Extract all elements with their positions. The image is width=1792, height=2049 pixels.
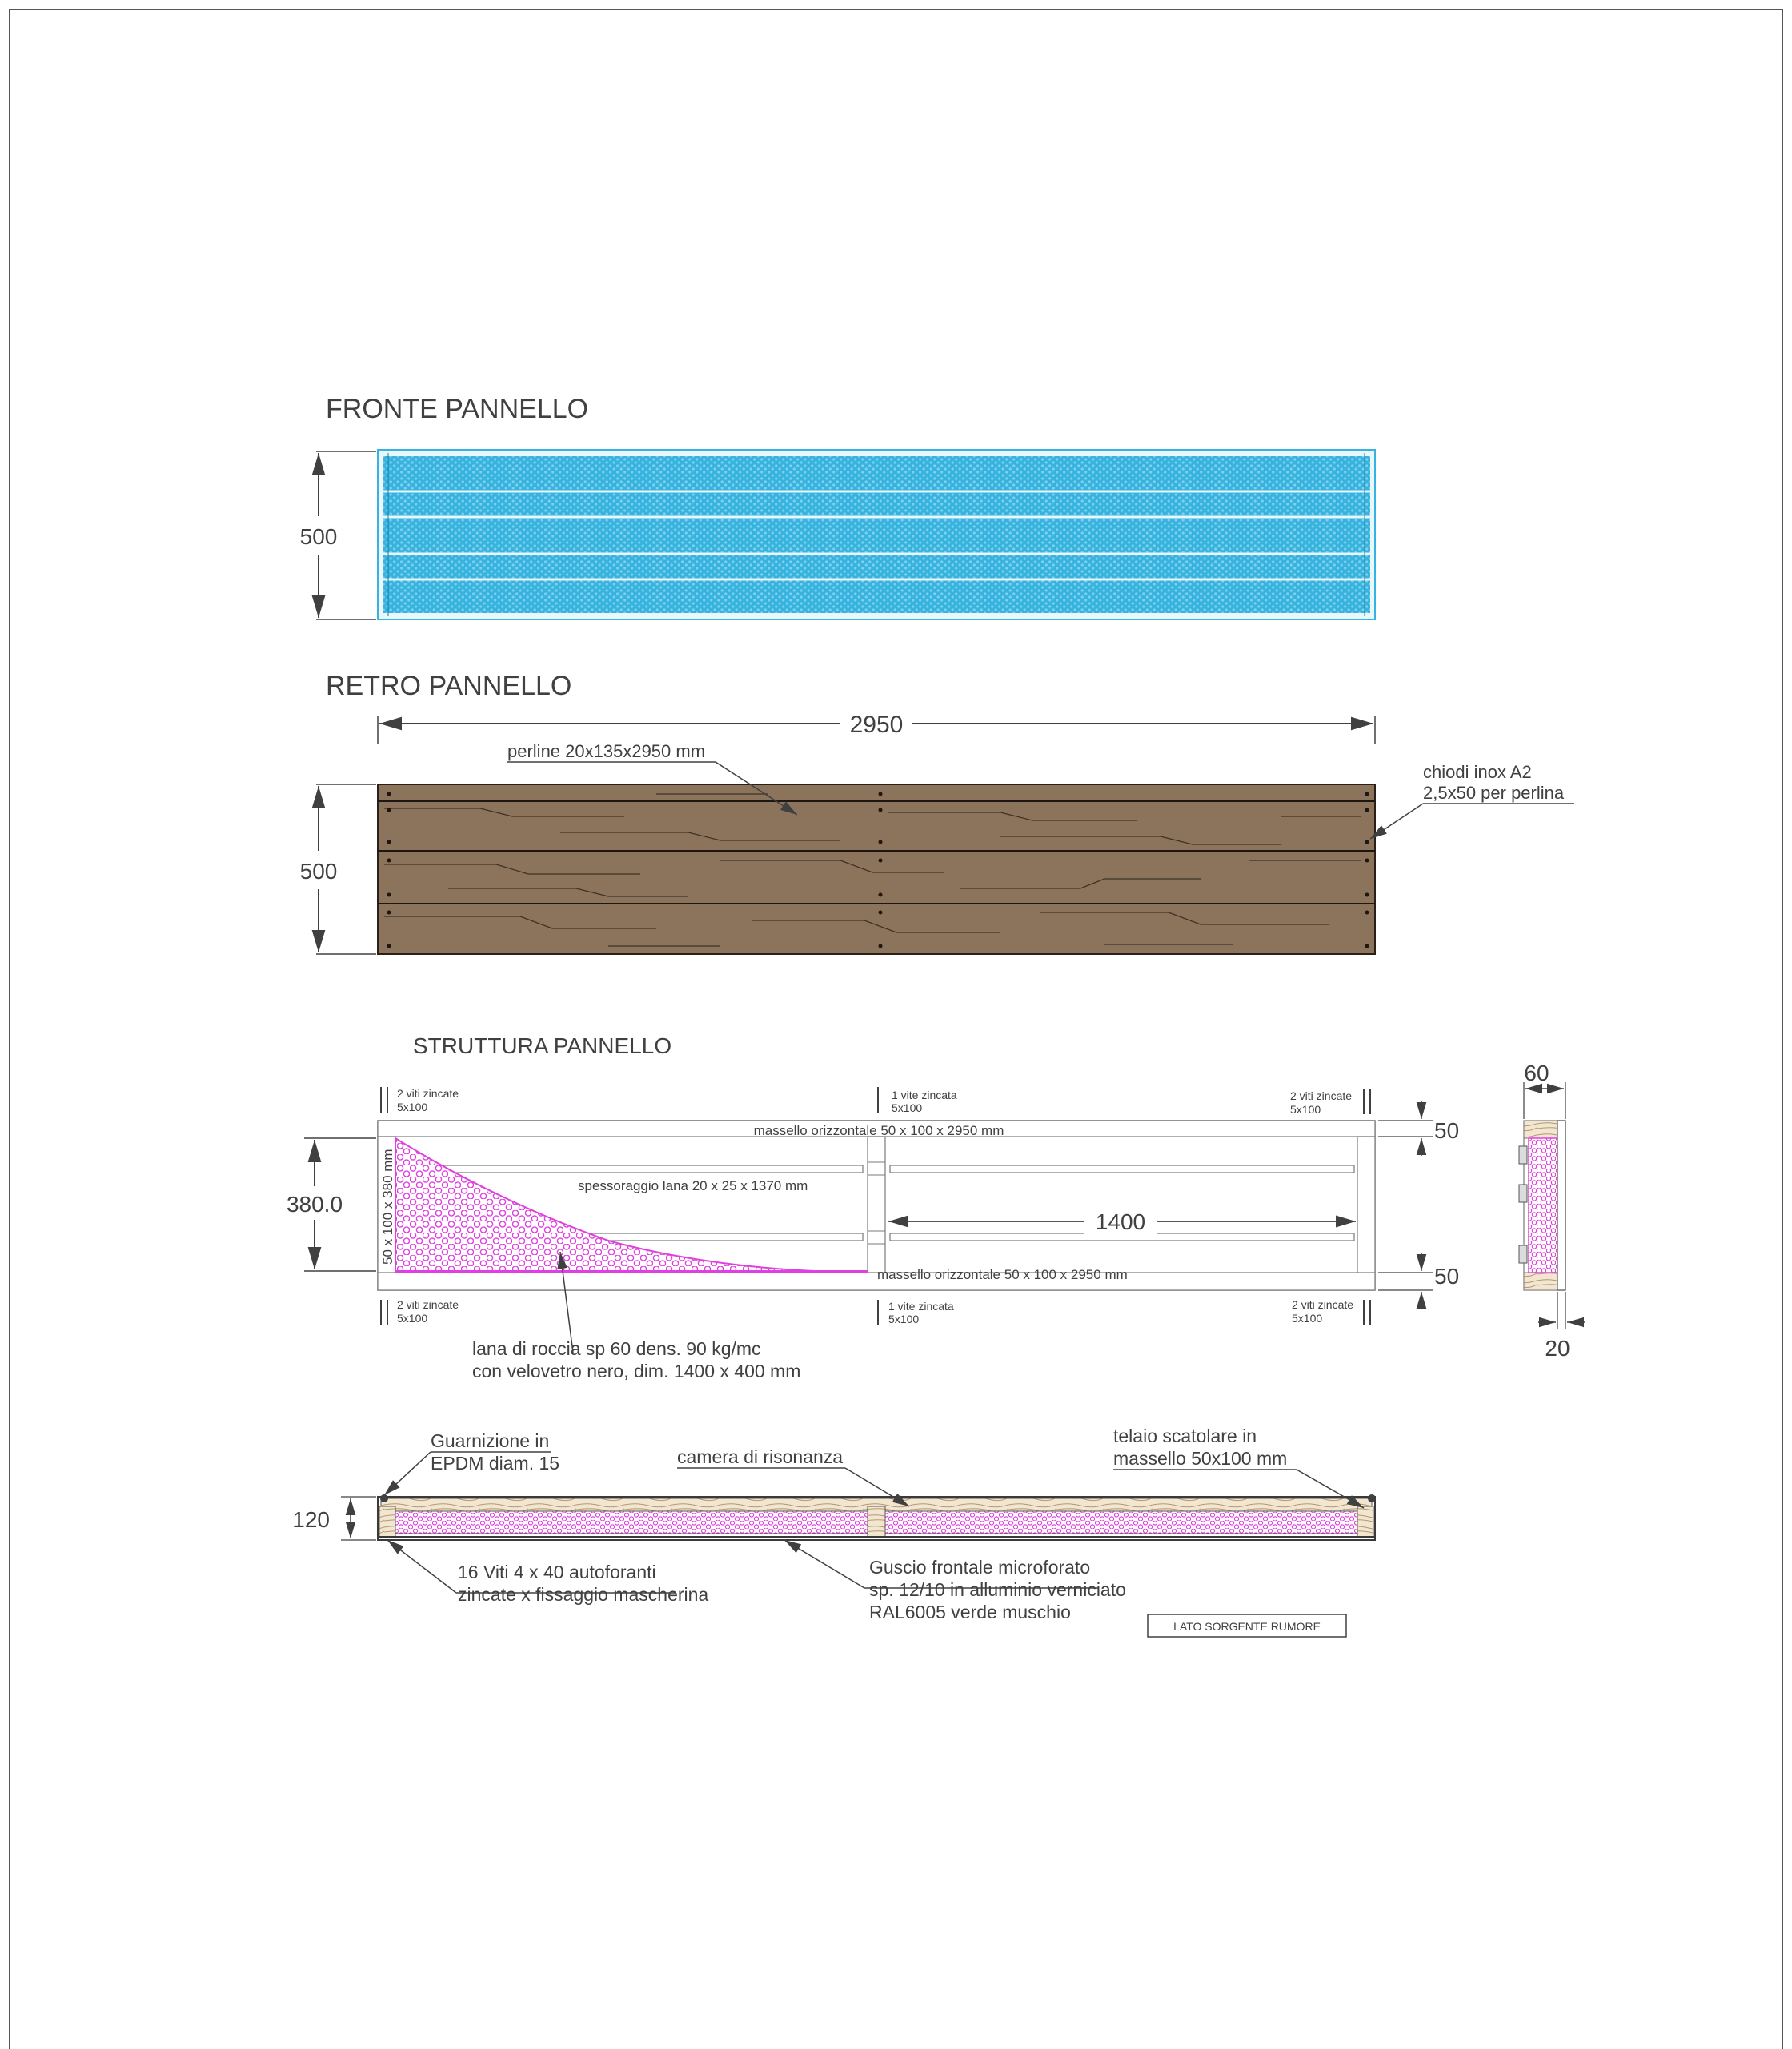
side-shell-value: 20: [1545, 1336, 1570, 1361]
gasket-label-1: Guarnizione in: [431, 1430, 550, 1451]
noise-side-box: [1148, 1614, 1346, 1637]
frame-label-2: massello 50x100 mm: [1113, 1448, 1288, 1469]
sheet-border: [10, 10, 1782, 2049]
screw-top-mid-2: 5x100: [892, 1101, 923, 1114]
back-title: RETRO PANNELLO: [326, 671, 572, 701]
nails-label-2: 2,5x50 per perlina: [1423, 783, 1565, 803]
spacer-label: spessoraggio lana 20 x 25 x 1370 mm: [578, 1178, 808, 1193]
front-height-dimension: [296, 451, 376, 620]
back-panel: [378, 784, 1375, 954]
screws-bot-left-1: 2 viti zincate: [397, 1298, 459, 1311]
frame-label-1: telaio scatolare in: [1113, 1425, 1257, 1446]
span-value: 1400: [1095, 1209, 1146, 1234]
screws-bot-right-2: 5x100: [1292, 1312, 1323, 1325]
post-label: 50 x 100 x 380 mm: [380, 1149, 395, 1265]
nails-label-1: chiodi inox A2: [1423, 762, 1532, 782]
screw-bot-mid-2: 5x100: [888, 1313, 920, 1325]
structure-height-value: 380.0: [286, 1192, 343, 1217]
screws-label-2: zincate x fissaggio mascherina: [458, 1584, 709, 1605]
structure-height-dimension: [280, 1138, 376, 1271]
side-width-dimension: [1524, 1061, 1565, 1119]
shell-label-3: RAL6005 verde muschio: [869, 1602, 1071, 1622]
wool-label-1: lana di roccia sp 60 dens. 90 kg/mc: [472, 1338, 761, 1359]
beam-bottom-label: massello orizzontale 50 x 100 x 2950 mm: [877, 1267, 1128, 1282]
shell-callout: [784, 1540, 1126, 1622]
nails-callout: [1370, 762, 1574, 839]
section-thickness-value: 120: [292, 1507, 330, 1532]
cross-section: [378, 1494, 1376, 1540]
front-title: FRONTE PANNELLO: [326, 394, 589, 424]
screws-label-1: 16 Viti 4 x 40 autoforanti: [458, 1562, 656, 1582]
screws-top-left-1: 2 viti zincate: [397, 1087, 459, 1100]
shell-label-1: Guscio frontale microforato: [869, 1557, 1091, 1578]
screws-callout: [387, 1540, 708, 1605]
bottom-beam-dimension: [1378, 1253, 1459, 1309]
screws-top-right-1: 2 viti zincate: [1290, 1089, 1353, 1102]
screw-bot-mid-1: 1 vite zincata: [888, 1300, 954, 1313]
side-shell-dimension: [1538, 1292, 1585, 1361]
section-thickness-dimension: [292, 1497, 376, 1540]
gasket-label-2: EPDM diam. 15: [431, 1453, 560, 1474]
top-beam-dimension: [1378, 1101, 1459, 1156]
frame-callout: [1113, 1425, 1364, 1508]
wool-label-2: con velovetro nero, dim. 1400 x 400 mm: [472, 1361, 801, 1381]
gasket-callout: [384, 1430, 559, 1495]
front-panel: [378, 450, 1375, 620]
top-beam-value: 50: [1434, 1118, 1460, 1143]
back-height-dimension: [296, 784, 376, 954]
back-width-dimension: [378, 708, 1375, 744]
chamber-label: camera di risonanza: [677, 1446, 844, 1467]
shell-label-2: sp. 12/10 in alluminio verniciato: [869, 1579, 1126, 1600]
boards-label: perline 20x135x2950 mm: [507, 741, 706, 761]
back-height-value: 500: [299, 859, 338, 884]
bottom-beam-value: 50: [1434, 1264, 1460, 1289]
noise-side-label: LATO SORGENTE RUMORE: [1173, 1620, 1321, 1633]
screws-top-right-2: 5x100: [1290, 1103, 1321, 1116]
structure-title: STRUTTURA PANNELLO: [413, 1033, 672, 1058]
screw-top-mid-1: 1 vite zincata: [892, 1089, 957, 1101]
screws-top-left-2: 5x100: [397, 1101, 428, 1113]
beam-top-label: massello orizzontale 50 x 100 x 2950 mm: [753, 1123, 1004, 1138]
side-width-value: 60: [1524, 1061, 1549, 1085]
screws-bot-left-2: 5x100: [397, 1312, 428, 1325]
side-section-detail: [1519, 1121, 1565, 1290]
front-height-value: 500: [299, 524, 338, 549]
back-width-value: 2950: [849, 712, 904, 738]
screws-bot-right-1: 2 viti zincate: [1292, 1298, 1354, 1311]
